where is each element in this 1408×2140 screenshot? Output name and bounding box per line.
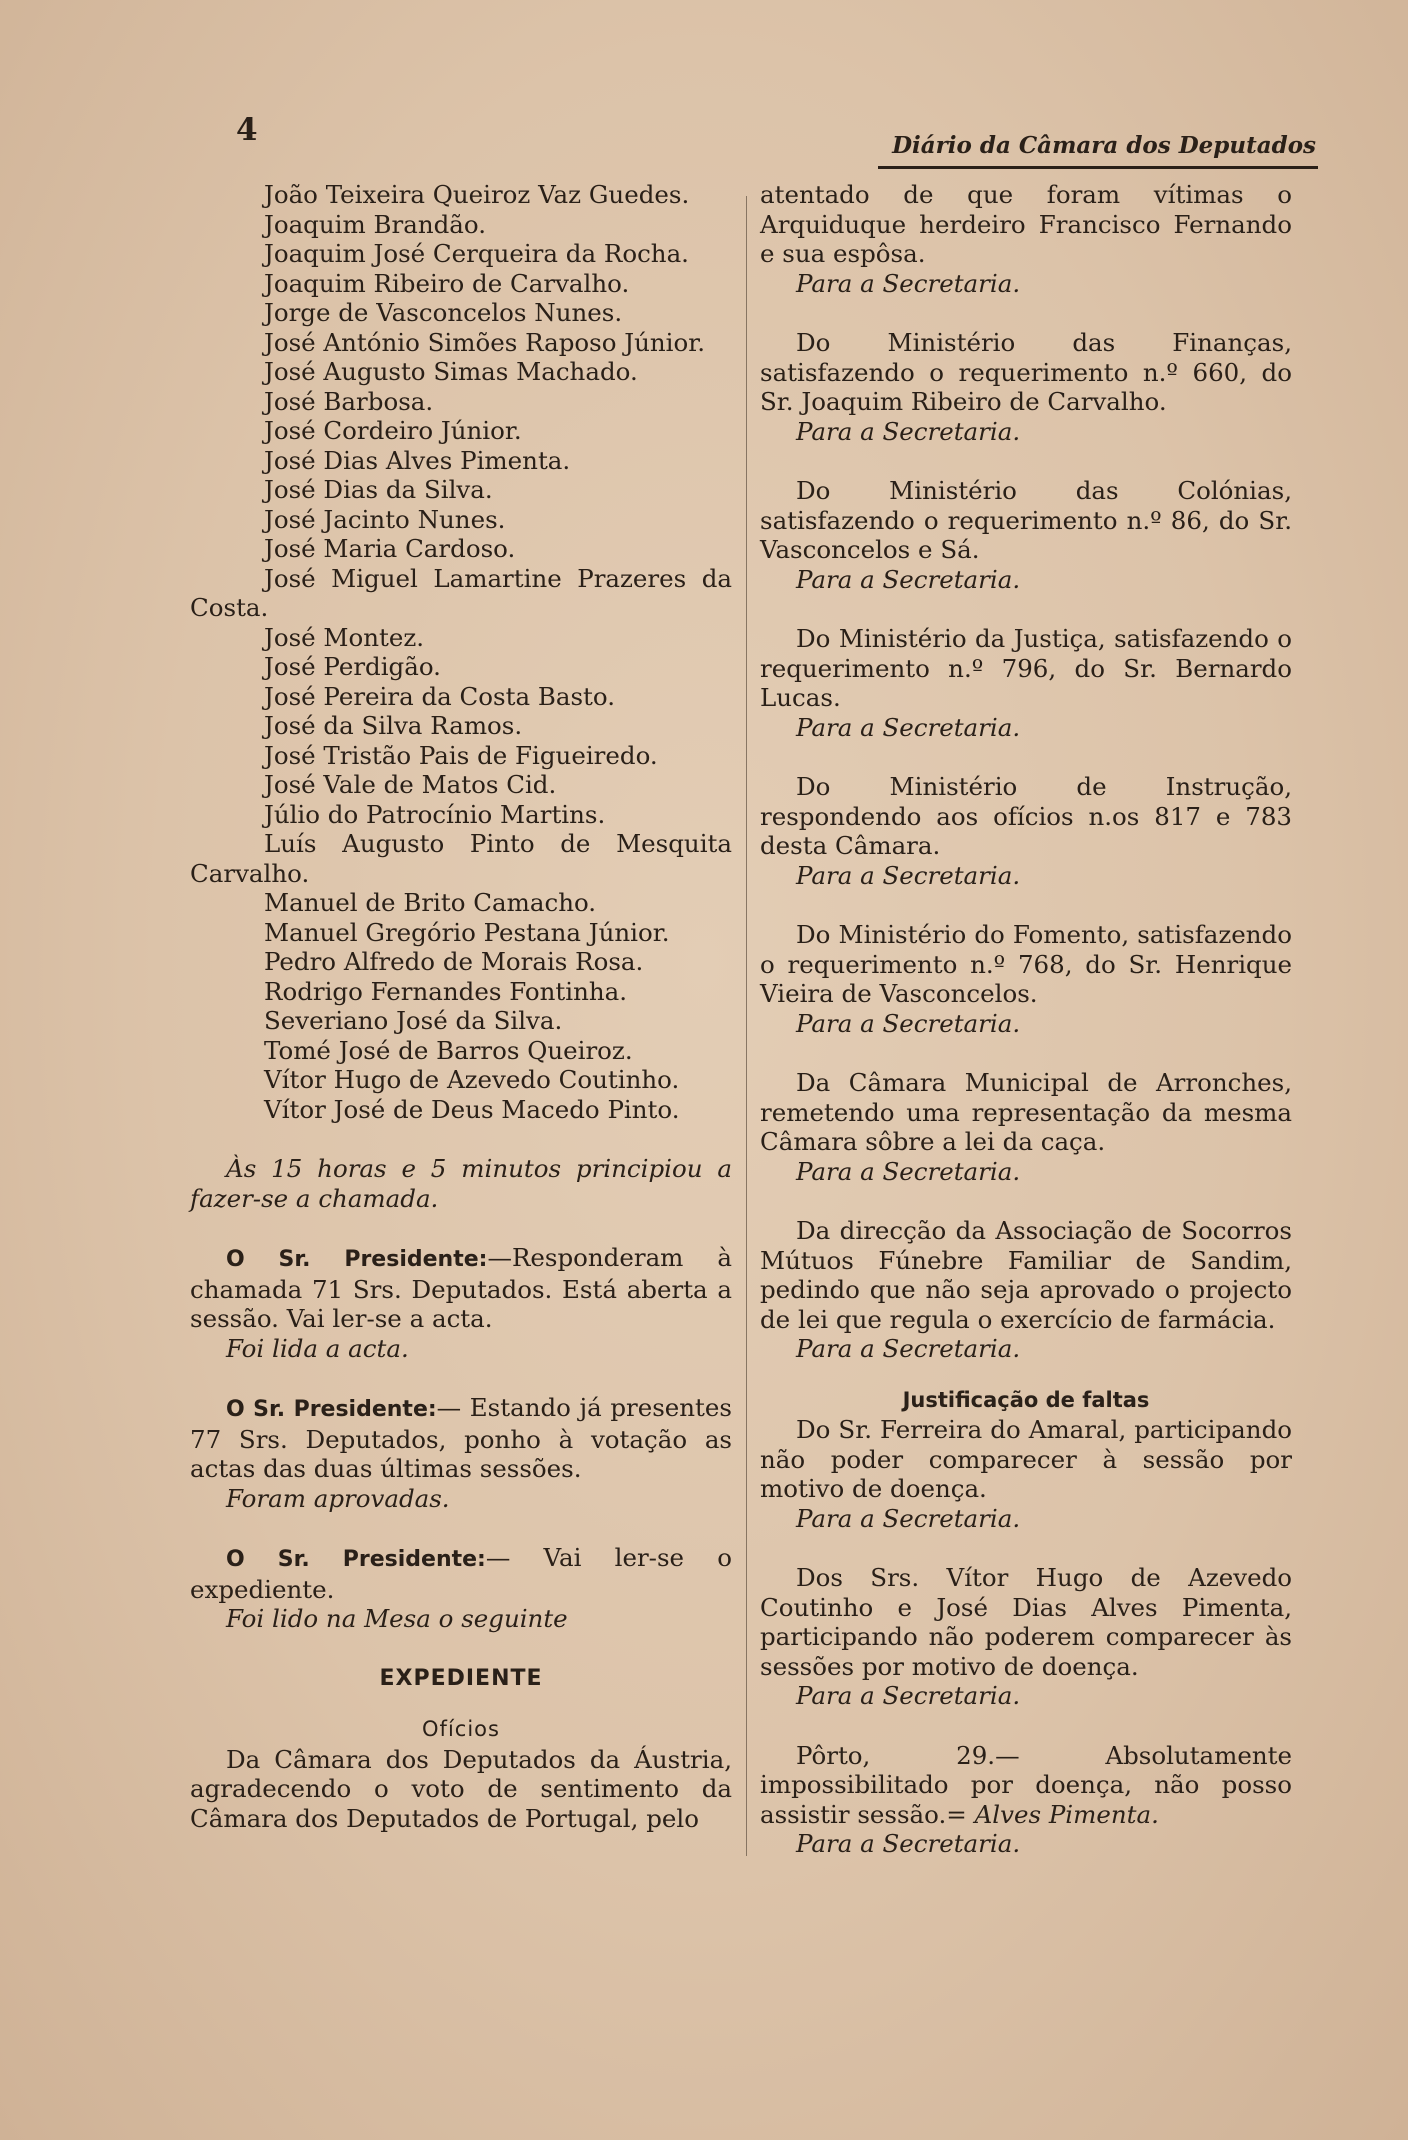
attendee-name: José Augusto Simas Machado. [264, 357, 638, 386]
president-speech [190, 1243, 732, 1334]
speech-text: — Vai ler-se o expediente. [190, 1543, 732, 1604]
speaker-label: O Sr. Presidente: [226, 1547, 486, 1572]
attendee-name: Rodrigo Fernandes Fontinha. [264, 976, 628, 1006]
attendee-name: José Pereira da Costa Basto. [264, 681, 615, 711]
roll-call-note: Às 15 horas e 5 minutos principiou a fazer-se a chamada. [190, 1154, 732, 1213]
destination-note: Para a Secretaria. [796, 1681, 1021, 1710]
attendee-name: Manuel Gregório Pestana Júnior. [264, 917, 670, 947]
oficio-item: Do Ministério das Finanças, satisfazendo o requerimento n.º 660, do Sr. Joaquim Ribeiro de Carvalho. [760, 328, 1292, 416]
attendee-name: João Teixeira Queiroz Vaz Guedes. [264, 180, 690, 209]
absence-justification-heading: Justificação de faltas [902, 1387, 1150, 1412]
oficio-text: atentado de que foram vítimas o Arquiduque herdeiro Francisco Fernando e sua espôsa. [760, 180, 1292, 268]
destination-note: Para a Secretaria. [796, 1008, 1021, 1038]
absence-item: Do Sr. Ferreira do Amaral, participando não poder comparecer à sessão por motivo de doença. [760, 1415, 1292, 1503]
section-title: EXPEDIENTE [379, 1665, 543, 1691]
attendee-name: José Miguel Lamartine Prazeres da Costa. [190, 563, 732, 622]
destination-note: Para a Secretaria. [796, 860, 1021, 890]
attendee-name: Severiano José da Silva. [264, 1006, 563, 1035]
attendee-name: José Dias da Silva. [264, 475, 493, 504]
oficio-item: Do Ministério das Colónias, satisfazendo o requerimento n.º 86, do Sr. Vasconcelos e Sá. [760, 476, 1292, 564]
destination-note: Para a Secretaria. [796, 712, 1021, 742]
destination-note: Para a Secretaria. [796, 564, 1021, 594]
president-speech [190, 1393, 732, 1484]
attendee-name: Joaquim Ribeiro de Carvalho. [264, 268, 630, 298]
speaker-label: O Sr. Presidente: [226, 1397, 437, 1422]
running-title: Diário da Câmara dos Deputados [892, 132, 1316, 159]
telegram-text: Pôrto, 29.— Absolutamente impossibilitado por doença, não posso assistir sessão. [760, 1740, 1292, 1829]
attendee-name: José Tristão Pais de Figueiredo. [264, 740, 658, 770]
attendee-name: Vítor José de Deus Macedo Pinto. [264, 1094, 680, 1124]
attendee-name: Tomé José de Barros Queiroz. [264, 1035, 633, 1065]
attendee-name: José Cordeiro Júnior. [264, 416, 522, 445]
destination-note: Para a Secretaria. [796, 1829, 1021, 1858]
attendee-name: José Barbosa. [264, 386, 434, 416]
speaker-label: O Sr. Presidente: [226, 1247, 488, 1272]
oficio-item: Do Ministério do Fomento, satisfazendo o requerimento n.º 768, do Sr. Henrique Vieira de Vasconcelos. [760, 920, 1292, 1008]
attendee-name: José Perdigão. [264, 652, 441, 681]
speech-text: —Responderam à chamada 71 Srs. Deputados. Está aberta a sessão. Vai ler-se a acta. [190, 1243, 732, 1333]
attendee-name: Júlio do Patrocínio Martins. [264, 799, 606, 829]
telegram-signature: = Alves Pimenta. [946, 1799, 1159, 1829]
page-number: 4 [236, 112, 258, 148]
minutes-note: Foi lido na Mesa o seguinte [226, 1604, 568, 1633]
attendee-name: José Montez. [264, 622, 425, 652]
attendee-name: José Vale de Matos Cid. [264, 770, 557, 799]
attendee-name: José da Silva Ramos. [264, 711, 523, 740]
left-column [190, 180, 732, 1833]
destination-note: Para a Secretaria. [796, 1334, 1021, 1363]
attendee-name: José Dias Alves Pimenta. [264, 445, 571, 475]
oficio-item: Do Ministério da Justiça, satisfazendo o requerimento n.º 796, do Sr. Bernardo Lucas. [760, 624, 1292, 712]
attendee-name: José Maria Cardoso. [264, 534, 516, 563]
attendee-name: Joaquim Brandão. [264, 209, 486, 239]
oficio-text: Da Câmara dos Deputados da Áustria, agradecendo o voto de sentimento da Câmara dos Deputados de Portugal, pelo [190, 1744, 732, 1833]
subsection-title: Ofícios [422, 1717, 500, 1741]
attendee-name: José António Simões Raposo Júnior. [264, 327, 706, 357]
attendee-name: José Jacinto Nunes. [264, 504, 506, 534]
destination-note: Para a Secretaria. [796, 1156, 1021, 1186]
absence-item: Dos Srs. Vítor Hugo de Azevedo Coutinho e José Dias Alves Pimenta, participando não poderem comparecer às sessões por motivo de doença. [760, 1563, 1292, 1681]
oficio-item: Da Câmara Municipal de Arronches, remetendo uma representação da mesma Câmara sôbre a lei da caça. [760, 1068, 1292, 1156]
president-speech [190, 1543, 732, 1604]
attendee-name: Vítor Hugo de Azevedo Coutinho. [264, 1065, 680, 1094]
destination-note: Para a Secretaria. [796, 268, 1021, 298]
oficio-item: Da direcção da Associação de Socorros Mútuos Fúnebre Familiar de Sandim, pedindo que não seja aprovado o projecto de lei que regula o exercício de farmácia. [760, 1216, 1292, 1334]
header-rule [878, 166, 1318, 169]
minutes-note: Foi lida a acta. [226, 1333, 409, 1363]
destination-note: Para a Secretaria. [796, 1503, 1021, 1533]
attendee-name: Manuel de Brito Camacho. [264, 888, 597, 917]
oficio-item: Do Ministério de Instrução, respondendo aos ofícios n.os 817 e 783 desta Câmara. [760, 772, 1292, 860]
attendance-list [190, 180, 732, 1124]
column-divider [746, 196, 747, 1856]
right-column [760, 180, 1292, 1859]
attendee-name: Luís Augusto Pinto de Mesquita Carvalho. [190, 829, 732, 888]
speech-text: — Estando já presentes 77 Srs. Deputados, ponho à votação as actas das duas últimas sessões. [190, 1393, 732, 1483]
attendee-name: Pedro Alfredo de Morais Rosa. [264, 947, 644, 976]
destination-note: Para a Secretaria. [796, 416, 1021, 446]
attendee-name: Jorge de Vasconcelos Nunes. [264, 298, 623, 327]
telegram-item [760, 1741, 1292, 1830]
minutes-note: Foram aprovadas. [226, 1483, 450, 1513]
attendee-name: Joaquim José Cerqueira da Rocha. [264, 239, 689, 268]
